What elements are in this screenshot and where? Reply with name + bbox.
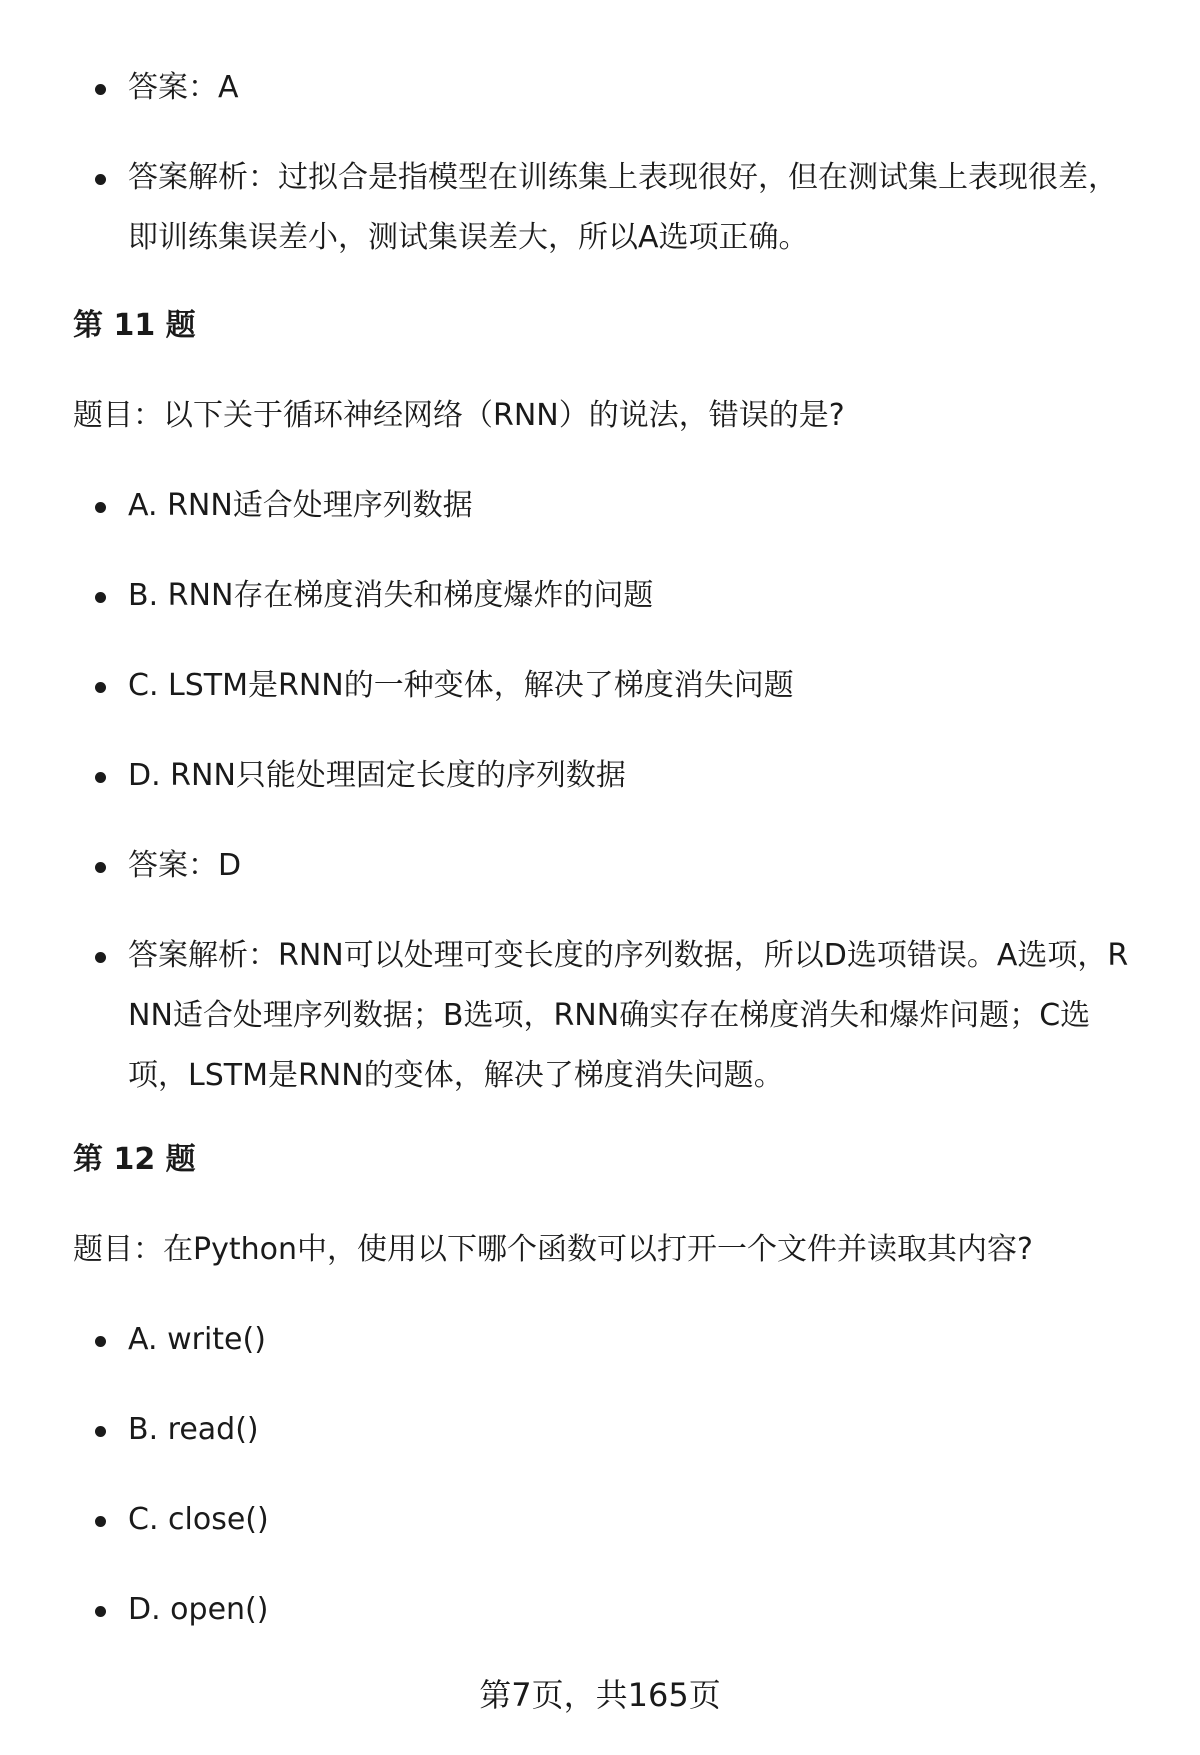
question-heading: 第 12 题 [73, 1142, 196, 1177]
bullet-icon [95, 1336, 106, 1347]
bullet-icon [95, 682, 106, 693]
question-heading: 第 11 题 [73, 308, 196, 343]
bullet-icon [95, 1426, 106, 1437]
explanation-text: 答案解析：RNN可以处理可变长度的序列数据，所以D选项错误。A选项，RNN适合处理序列数据；B选项，RNN确实存在梯度消失和爆炸问题；C选项，LSTM是RNN的变体，解决了梯度消失问题。 [128, 938, 1129, 1093]
option-item [95, 1580, 1145, 1640]
bullet-icon [95, 772, 106, 783]
option-item [95, 746, 1145, 806]
option-text: B. read() [128, 1412, 259, 1447]
bullet-icon [95, 1606, 106, 1617]
option-item [95, 1490, 1145, 1550]
answer-text: 答案：A [128, 70, 239, 105]
option-text: A. write() [128, 1322, 266, 1357]
option-item [95, 656, 1145, 716]
bullet-icon [95, 502, 106, 513]
list-item [95, 58, 1145, 118]
answer-text: 答案：D [128, 848, 242, 883]
option-text: D. RNN只能处理固定长度的序列数据 [128, 758, 626, 793]
option-text: C. close() [128, 1502, 269, 1537]
bullet-icon [95, 84, 106, 95]
explanation-text: 答案解析：过拟合是指模型在训练集上表现很好，但在测试集上表现很差，即训练集误差小，测试集误差大，所以A选项正确。 [128, 160, 1118, 255]
list-item [95, 836, 1145, 896]
option-item [95, 476, 1145, 536]
option-text: B. RNN存在梯度消失和梯度爆炸的问题 [128, 578, 654, 613]
list-item [95, 926, 1145, 1106]
question-text: 题目：在Python中，使用以下哪个函数可以打开一个文件并读取其内容? [73, 1232, 1033, 1267]
option-text: A. RNN适合处理序列数据 [128, 488, 473, 523]
question-text: 题目：以下关于循环神经网络（RNN）的说法，错误的是? [73, 398, 845, 433]
bullet-icon [95, 952, 106, 963]
bullet-icon [95, 592, 106, 603]
bullet-icon [95, 174, 106, 185]
option-item [95, 566, 1145, 626]
option-item [95, 1310, 1145, 1370]
option-item [95, 1400, 1145, 1460]
list-item [95, 148, 1145, 268]
page-number-footer: 第7页，共165页 [479, 1676, 721, 1714]
bullet-icon [95, 1516, 106, 1527]
option-text: C. LSTM是RNN的一种变体，解决了梯度消失问题 [128, 668, 794, 703]
bullet-icon [95, 862, 106, 873]
option-text: D. open() [128, 1592, 269, 1627]
